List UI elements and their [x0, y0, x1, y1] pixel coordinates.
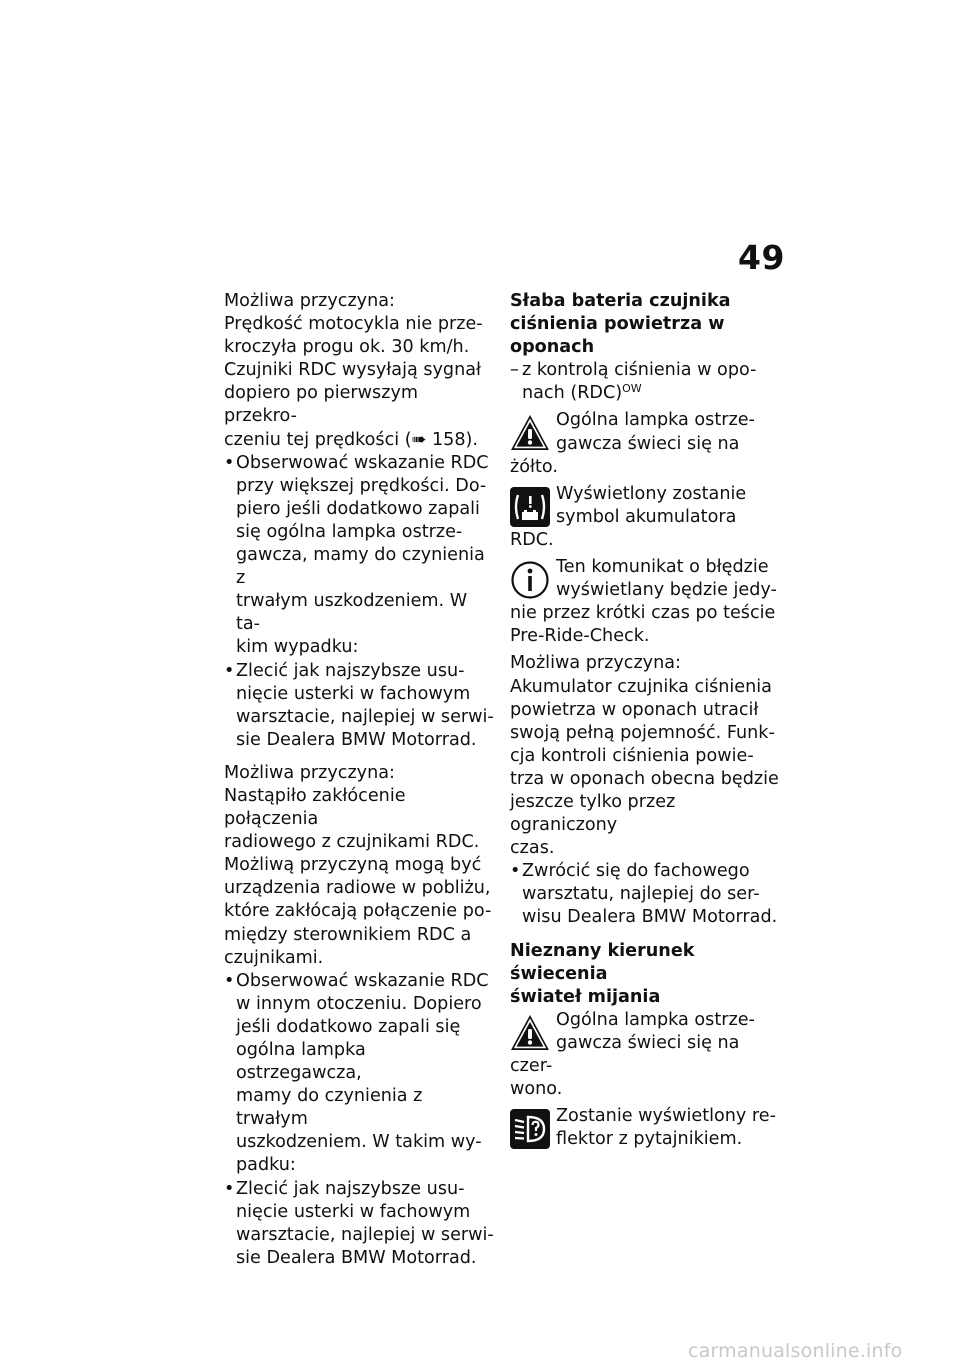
warning-triangle-icon [510, 413, 550, 453]
info-note: Ten komunikat o błędzie wyświetlany będzie jedy- nie przez krótki czas po teście Pre-Ride-Check. [510, 557, 777, 647]
warning-triangle-icon [510, 1013, 550, 1053]
cause-label-2: Możliwa przyczyna: [224, 762, 395, 783]
bullet-item: • Zwrócić się do fachowego warsztatu, najlepiej do ser- wisu Dealera BMW Motorrad. [510, 861, 778, 928]
cause-text-3: Akumulator czujnika ciśnienia powietrza w oponach utracił swoją pełną pojemność. Funk- cja kontroli ciśnienia powie- trza w oponach obecna będzie jeszcze tylko przez ograniczony czas. [510, 676, 779, 859]
bullet-item: • Zlecić jak najszybsze usu- nięcie usterki w fachowym warsztacie, najlepiej w serwi- sie Dealera BMW Motorrad. [224, 660, 494, 750]
cause-label-1: Możliwa przyczyna: [224, 291, 395, 311]
rdc-battery-icon [510, 487, 550, 527]
bullet-item: • Obserwować wskazanie RDC przy większej prędkości. Do- piero jeśli dodatkowo zapali się ogólna lampka ostrze- gawcza, mamy do czynienia z trwałym uszkodzeniem. W ta- kim wypadku: [224, 452, 489, 658]
headlight-message: Zostanie wyświetlony re- flektor z pytajnikiem. [510, 1105, 780, 1151]
section-heading-battery: Słaba bateria czujnika ciśnienia powietrza w oponach [510, 291, 731, 358]
equipment-note: – z kontrolą ciśnienia w opo- nach (RDC)$^{OW}$ [510, 360, 757, 404]
cause-label-3: Możliwa przyczyna: [510, 653, 681, 674]
warning-lamp-red: Ogólna lampka ostrze- gawcza świeci się na czer- wono. [510, 1009, 755, 1100]
left-column [224, 290, 494, 1270]
rdc-battery-message: Wyświetlony zostanie symbol akumulatora RDC. [510, 483, 747, 550]
page-number: 49 [738, 238, 785, 277]
cause-text-2: Nastąpiło zakłócenie połączenia radiowego z czujnikami RDC. Możliwą przyczyną mogą być urządzenia radiowe w pobliżu, które zakłócają połączenie po- między sterownikiem RDC a czujnikami. [224, 785, 492, 968]
info-icon [510, 560, 550, 600]
bullet-item: • Obserwować wskazanie RDC w innym otoczeniu. Dopiero jeśli dodatkowo zapali się ogólna lampka ostrzegawcza, mamy do czynienia z trwałym uszkodzeniem. W takim wy- padku: [224, 970, 489, 1176]
section-heading-headlight: Nieznany kierunek świecenia świateł mijania [510, 940, 695, 1007]
watermark: carmanualsonline.info [688, 1340, 903, 1362]
headlight-question-icon [510, 1109, 550, 1149]
bullet-item: • Zlecić jak najszybsze usu- nięcie usterki w fachowym warsztacie, najlepiej w serwi- sie Dealera BMW Motorrad. [224, 1178, 494, 1268]
page-ref-link[interactable]: 158). [426, 429, 479, 450]
page-ref-arrow-icon: ➠ [411, 429, 427, 450]
equipment-code: OW [622, 382, 642, 396]
cause-text-1: Prędkość motocykla nie prze- kroczyła progu ok. 30 km/h. Czujniki RDC wysyłają sygnał dopiero po pierwszym przekro- czeniu tej prędkości (➠ 158). [224, 314, 483, 450]
warning-lamp-yellow: Ogólna lampka ostrze- gawcza świeci się na żółto. [510, 410, 755, 477]
right-column [510, 290, 780, 1151]
